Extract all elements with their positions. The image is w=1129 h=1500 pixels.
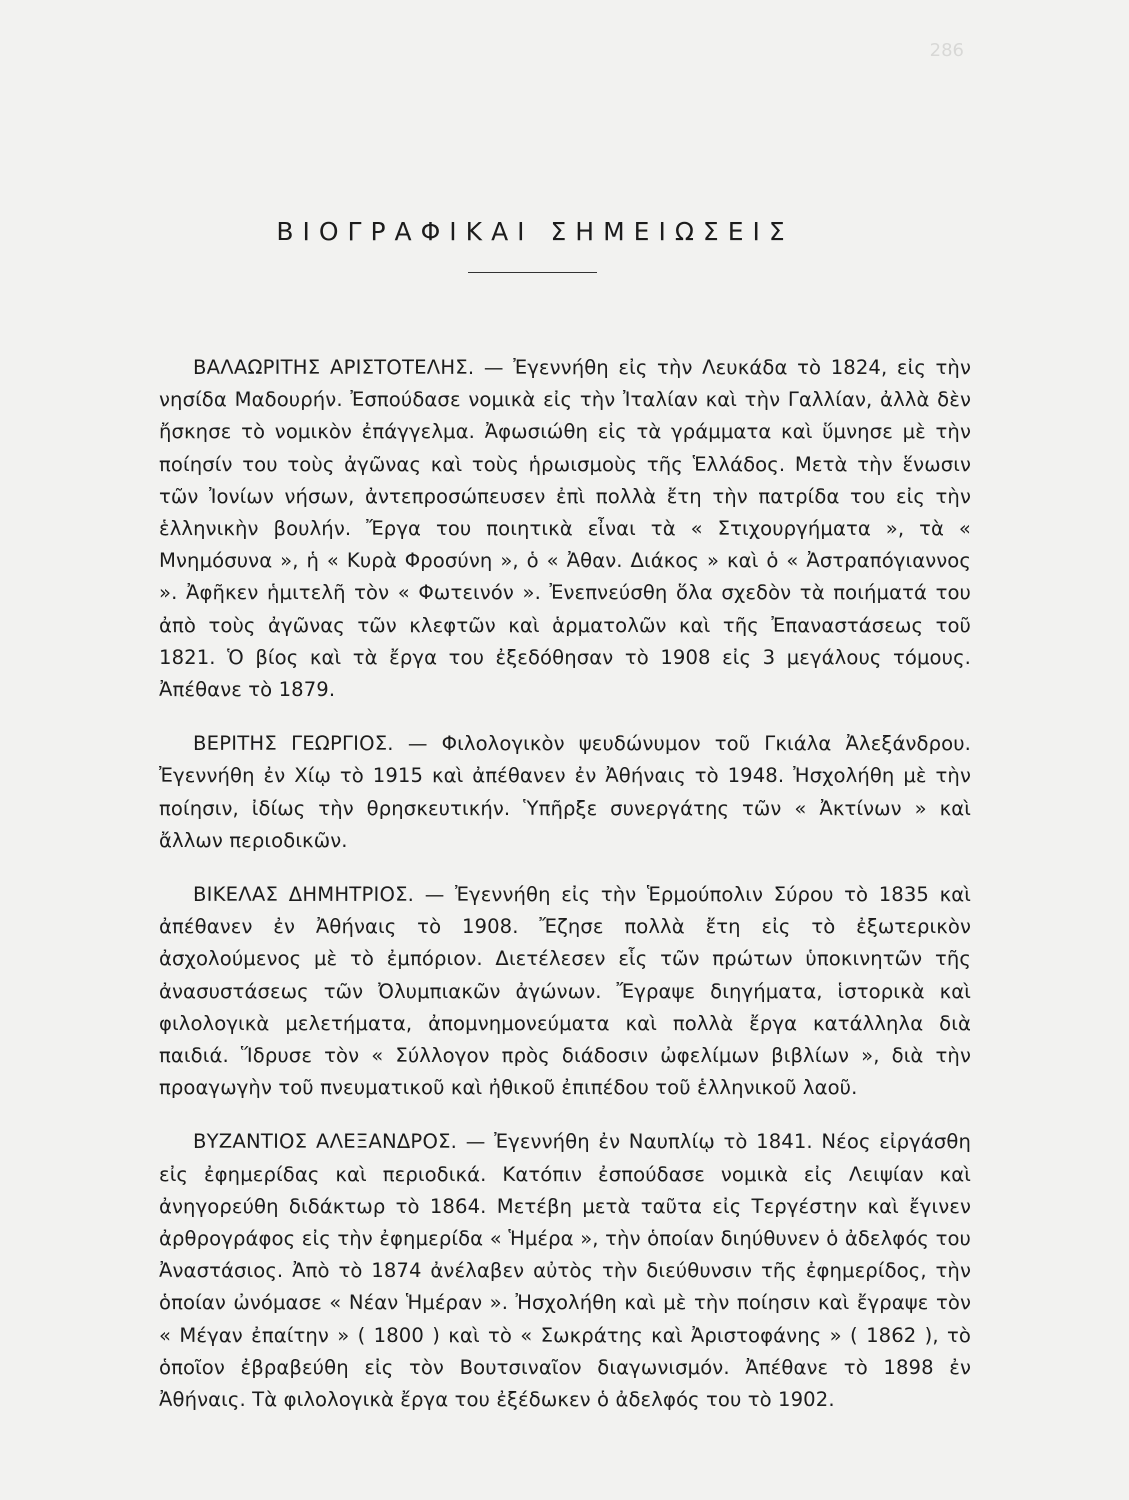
title-divider	[468, 272, 597, 273]
entry-name: ΒΕΡΙΤΗΣ ΓΕΩΡΓΙΟΣ.	[193, 732, 394, 756]
biography-entry	[159, 1126, 971, 1416]
page-title: ΒΙΟΓΡΑΦΙΚΑΙ ΣΗΜΕΙΩΣΕΙΣ	[276, 216, 794, 246]
entry-text: — Ἐγεννήθη εἰς τὴν Λευκάδα τὸ 1824, εἰς τὴν νησίδα Μαδουρήν. Ἐσπούδασε νομικὰ εἰς τὴν Ἰταλίαν καὶ τὴν Γαλλίαν, ἀλλὰ δὲν ἤσκησε τὸ νομικὸν ἐπάγγελμα. Ἀφωσιώθη εἰς τὰ γράμματα καὶ ὕμνησε μὲ τὴν ποίησίν του τοὺς ἀγῶνας καὶ τοὺς ἡρωισμοὺς τῆς Ἑλλάδος. Μετὰ τὴν ἕνωσιν τῶν Ἰονίων νήσων, ἀντεπροσώπευσεν ἐπὶ πολλὰ ἔτη τὴν πατρίδα του εἰς τὴν ἑλληνικὴν βουλήν. Ἔργα του ποιητικὰ εἶναι τὰ « Στιχουργήματα », τὰ « Μνημόσυνα », ἡ « Κυρὰ Φροσύνη », ὁ « Ἀθαν. Διάκος » καὶ ὁ « Ἀστραπόγιαννος ». Ἀφῆκεν ἡμιτελῆ τὸν « Φωτεινόν ». Ἐνεπνεύσθη ὅλα σχεδὸν τὰ ποιήματά του ἀπὸ τοὺς ἀγῶνας τῶν κλεφτῶν καὶ ἁρματολῶν καὶ τῆς Ἐπαναστάσεως τοῦ 1821. Ὁ βίος καὶ τὰ ἔργα του ἐξεδόθησαν τὸ 1908 εἰς 3 μεγάλους τόμους. Ἀπέθανε τὸ 1879.	[159, 356, 971, 702]
page-number: 286	[929, 40, 964, 61]
entry-name: ΒΑΛΑΩΡΙΤΗΣ ΑΡΙΣΤΟΤΕΛΗΣ.	[193, 356, 475, 379]
entry-paragraph	[159, 352, 971, 706]
biography-list	[159, 352, 971, 1438]
entry-text: — Φιλολογικὸν ψευδώνυμον τοῦ Γκιάλα Ἀλεξάνδρου. Ἐγεννήθη ἐν Χίῳ τὸ 1915 καὶ ἀπέθανεν ἐν Ἀθήναις τὸ 1948. Ἠσχολήθη μὲ τὴν ποίησιν, ἰδίως τὴν θρησκευτικήν. Ὑπῆρξε συνεργάτης τῶν « Ἀκτίνων » καὶ ἄλλων περιοδικῶν.	[159, 732, 971, 852]
biography-entry	[159, 728, 971, 857]
entry-text: — Ἐγεννήθη ἐν Ναυπλίῳ τὸ 1841. Νέος εἰργάσθη εἰς ἐφημερίδας καὶ περιοδικά. Κατόπιν ἐσπούδασε νομικὰ εἰς Λειψίαν καὶ ἀνηγορεύθη διδάκτωρ τὸ 1864. Μετέβη μετὰ ταῦτα εἰς Τεργέστην καὶ ἔγινεν ἀρθρογράφος εἰς τὴν ἐφημερίδα « Ἡμέρα », τὴν ὁποίαν διηύθυνεν ὁ ἀδελφός του Ἀναστάσιος. Ἀπὸ τὸ 1874 ἀνέλαβεν αὐτὸς τὴν διεύθυνσιν τῆς ἐφημερίδος, τὴν ὁποίαν ὠνόμασε « Νέαν Ἡμέραν ». Ἠσχολήθη καὶ μὲ τὴν ποίησιν καὶ ἔγραψε τὸν « Μέγαν ἐπαίτην » ( 1800 ) καὶ τὸ « Σωκράτης καὶ Ἀριστοφάνης » ( 1862 ), τὸ ὁποῖον ἐβραβεύθη εἰς τὸν Βουτσιναῖον διαγωνισμόν. Ἀπέθανε τὸ 1898 ἐν Ἀθήναις. Τὰ φιλολογικὰ ἔργα του ἐξέδωκεν ὁ ἀδελφός του τὸ 1902.	[159, 1130, 971, 1412]
entry-name: ΒΥΖΑΝΤΙΟΣ ΑΛΕΞΑΝΔΡΟΣ.	[193, 1130, 458, 1154]
entry-paragraph	[159, 1126, 971, 1416]
entry-paragraph	[159, 728, 971, 857]
biography-entry	[159, 879, 971, 1104]
entry-name: ΒΙΚΕΛΑΣ ΔΗΜΗΤΡΙΟΣ.	[193, 883, 415, 907]
biography-entry	[159, 352, 971, 706]
entry-text: — Ἐγεννήθη εἰς τὴν Ἑρμούπολιν Σύρου τὸ 1835 καὶ ἀπέθανεν ἐν Ἀθήναις τὸ 1908. Ἔζησε πολλὰ ἔτη εἰς τὸ ἐξωτερικὸν ἀσχολούμενος μὲ τὸ ἐμπόριον. Διετέλεσεν εἷς τῶν πρώτων ὑποκινητῶν τῆς ἀνασυστάσεως τῶν Ὀλυμπιακῶν ἀγώνων. Ἔγραψε διηγήματα, ἱστορικὰ καὶ φιλολογικὰ μελετήματα, ἀπομνημονεύματα καὶ πολλὰ ἔργα κατάλληλα διὰ παιδιά. Ἵδρυσε τὸν « Σύλλογον πρὸς διάδοσιν ὠφελίμων βιβλίων », διὰ τὴν προαγωγὴν τοῦ πνευματικοῦ καὶ ἠθικοῦ ἐπιπέδου τοῦ ἑλληνικοῦ λαοῦ.	[159, 883, 971, 1100]
entry-paragraph	[159, 879, 971, 1104]
